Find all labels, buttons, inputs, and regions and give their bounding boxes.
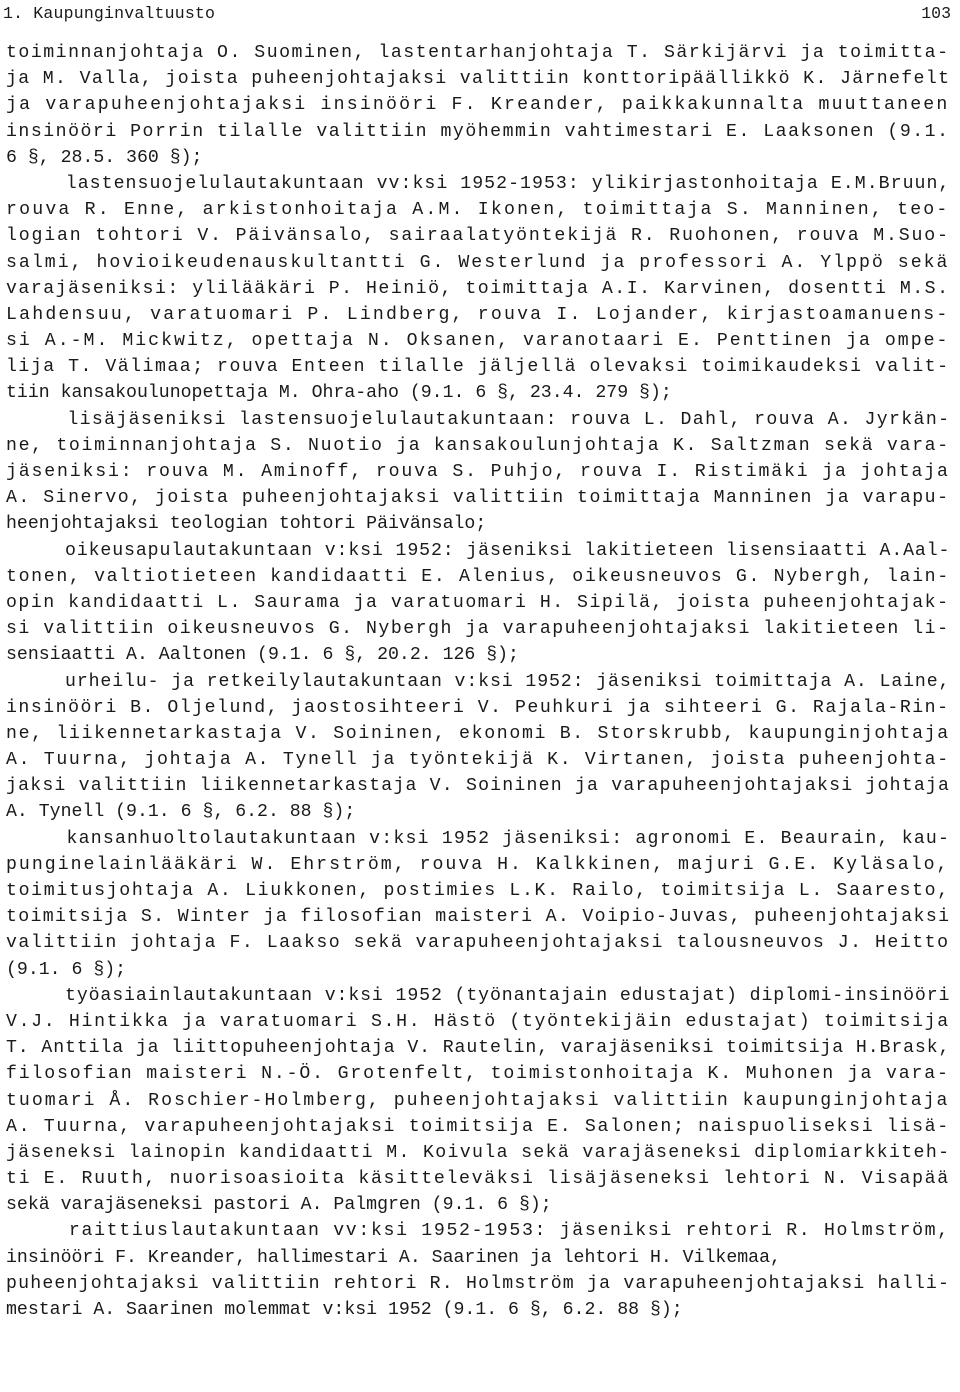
text-line: työasiainlautakuntaan v:ksi 1952 (työnantajain edustajat) diplomi-insinööri [6, 985, 950, 1006]
text-line: (9.1. 6 §); [6, 959, 127, 980]
text-line: lija T. Välimaa; rouva Enteen tilalle jäljellä olevaksi toimikaudeksi valit- [6, 357, 950, 378]
text-line: ja M. Valla, joista puheenjohtajaksi valittiin konttoripäällikkö K. Järnefelt [6, 69, 950, 90]
text-line: A. Tynell (9.1. 6 §, 6.2. 88 §); [6, 802, 356, 823]
text-line: varajäseniksi: ylilääkäri P. Heiniö, toimittaja A.I. Karvinen, dosentti M.S. [6, 278, 950, 299]
text-line: T. Anttila ja liittopuheenjohtaja V. Rautelin, varajäseniksi toimitsija H.Brask, [6, 1038, 950, 1059]
text-line: valittiin johtaja F. Laakso sekä varapuheenjohtajaksi talousneuvos J. Heitto [6, 933, 950, 954]
text-line: lastensuojelulautakuntaan vv:ksi 1952-1953: ylikirjastonhoitaja E.M.Bruun, [6, 173, 950, 194]
text-line: heenjohtajaksi teologian tohtori Päivänsalo; [6, 514, 487, 535]
text-line: sekä varajäseneksi pastori A. Palmgren (9.1. 6 §); [6, 1195, 552, 1216]
text-line: tiin kansakoulunopettaja M. Ohra-aho (9.1. 6 §, 23.4. 279 §); [6, 383, 672, 404]
text-line: A. Tuurna, johtaja A. Tynell ja työntekijä K. Virtanen, joista puheenjohta- [6, 750, 950, 771]
text-line: tuomari Å. Roschier-Holmberg, puheenjohtajaksi valittiin kaupunginjohtaja [6, 1090, 950, 1111]
running-head: 1. Kaupunginvaltuusto [3, 4, 216, 23]
text-line: toimitusjohtaja A. Liukkonen, postimies L.K. Railo, toimitsija L. Saaresto, [6, 881, 950, 901]
text-line: insinööri B. Oljelund, jaostosihteeri V. Peuhkuri ja sihteeri G. Rajala-Rin- [6, 697, 950, 718]
text-line: insinööri F. Kreander, hallimestari A. Saarinen ja lehtori H. Vilkemaa, [6, 1247, 781, 1268]
text-line: insinööri Porrin tilalle valittiin myöhemmin vahtimestari E. Laaksonen (9.1. [6, 121, 950, 142]
text-line: jäseneksi lainopin kandidaatti M. Koivula sekä varajäseneksi diplomiarkkiteh- [6, 1142, 950, 1163]
text-line: punginelainlääkäri W. Ehrström, rouva H. Kalkkinen, majuri G.E. Kyläsalo, [6, 854, 950, 875]
text-line: mestari A. Saarinen molemmat v:ksi 1952 (9.1. 6 §, 6.2. 88 §); [6, 1300, 683, 1320]
text-line: A. Sinervo, joista puheenjohtajaksi valittiin toimittaja Manninen ja varapu- [6, 488, 950, 509]
body-text [6, 40, 950, 1323]
text-line: logian tohtori V. Päivänsalo, sairaalatyöntekijä R. Ruohonen, rouva M.Suo- [6, 226, 950, 247]
page-number: 103 [921, 4, 951, 23]
text-line: filosofian maisteri N.-Ö. Grotenfelt, toimistonhoitaja K. Muhonen ja vara- [6, 1064, 950, 1085]
text-line: puheenjohtajaksi valittiin rehtori R. Holmström ja varapuheenjohtajaksi halli- [6, 1273, 950, 1294]
text-line: kansanhuoltolautakuntaan v:ksi 1952 jäseniksi: agronomi E. Beaurain, kau- [6, 828, 950, 849]
text-line: rouva R. Enne, arkistonhoitaja A.M. Ikonen, toimittaja S. Manninen, teo- [6, 200, 950, 221]
text-line: raittiuslautakuntaan vv:ksi 1952-1953: jäseniksi rehtori R. Holmström, [6, 1221, 950, 1242]
text-line: toiminnanjohtaja O. Suominen, lastentarhanjohtaja T. Särkijärvi ja toimitta- [6, 43, 950, 63]
text-line: salmi, hovioikeudenauskultantti G. Westerlund ja professori A. Ylppö sekä [6, 252, 950, 273]
text-line: jäseniksi: rouva M. Aminoff, rouva S. Puhjo, rouva I. Ristimäki ja johtaja [6, 462, 950, 482]
text-line: ne, toiminnanjohtaja S. Nuotio ja kansakoulunjohtaja K. Saltzman sekä vara- [6, 435, 950, 456]
text-line: sensiaatti A. Aaltonen (9.1. 6 §, 20.2. 126 §); [6, 645, 519, 666]
text-line: tonen, valtiotieteen kandidaatti E. Alenius, oikeusneuvos G. Nybergh, lain- [6, 566, 950, 587]
text-line: si valittiin oikeusneuvos G. Nybergh ja varapuheenjohtajaksi lakitieteen li- [6, 619, 950, 640]
text-line: ja varapuheenjohtajaksi insinööri F. Kreander, paikkakunnalta muuttaneen [6, 95, 950, 116]
text-line: ne, liikennetarkastaja V. Soininen, ekonomi B. Storskrubb, kaupunginjohtaja [6, 723, 950, 744]
text-line: opin kandidaatti L. Saurama ja varatuomari H. Sipilä, joista puheenjohtajak- [6, 592, 950, 613]
text-line: A. Tuurna, varapuheenjohtajaksi toimitsija E. Salonen; naispuoliseksi lisä- [6, 1116, 950, 1137]
page-header [3, 0, 951, 28]
text-line: 6 §, 28.5. 360 §); [6, 147, 203, 168]
text-line: toimitsija S. Winter ja filosofian maisteri A. Voipio-Juvas, puheenjohtajaksi [6, 907, 950, 928]
text-line: ti E. Ruuth, nuorisoasioita käsitteleväksi lisäjäseneksi lehtori N. Visapää [6, 1169, 950, 1190]
text-line: lisäjäseniksi lastensuojelulautakuntaan: rouva L. Dahl, rouva A. Jyrkän- [6, 409, 950, 430]
text-line: V.J. Hintikka ja varatuomari S.H. Hästö (työntekijäin edustajat) toimitsija [6, 1011, 950, 1032]
text-line: jaksi valittiin liikennetarkastaja V. Soininen ja varapuheenjohtajaksi johtaja [6, 776, 950, 797]
text-line: si A.-M. Mickwitz, opettaja N. Oksanen, varanotaari E. Penttinen ja ompe- [6, 331, 950, 352]
text-line: urheilu- ja retkeilylautakuntaan v:ksi 1952: jäseniksi toimittaja A. Laine, [6, 671, 950, 692]
text-line: Lahdensuu, varatuomari P. Lindberg, rouva I. Lojander, kirjastoamanuens- [6, 304, 950, 325]
text-line: oikeusapulautakuntaan v:ksi 1952: jäseniksi lakitieteen lisensiaatti A.Aal- [6, 540, 950, 561]
